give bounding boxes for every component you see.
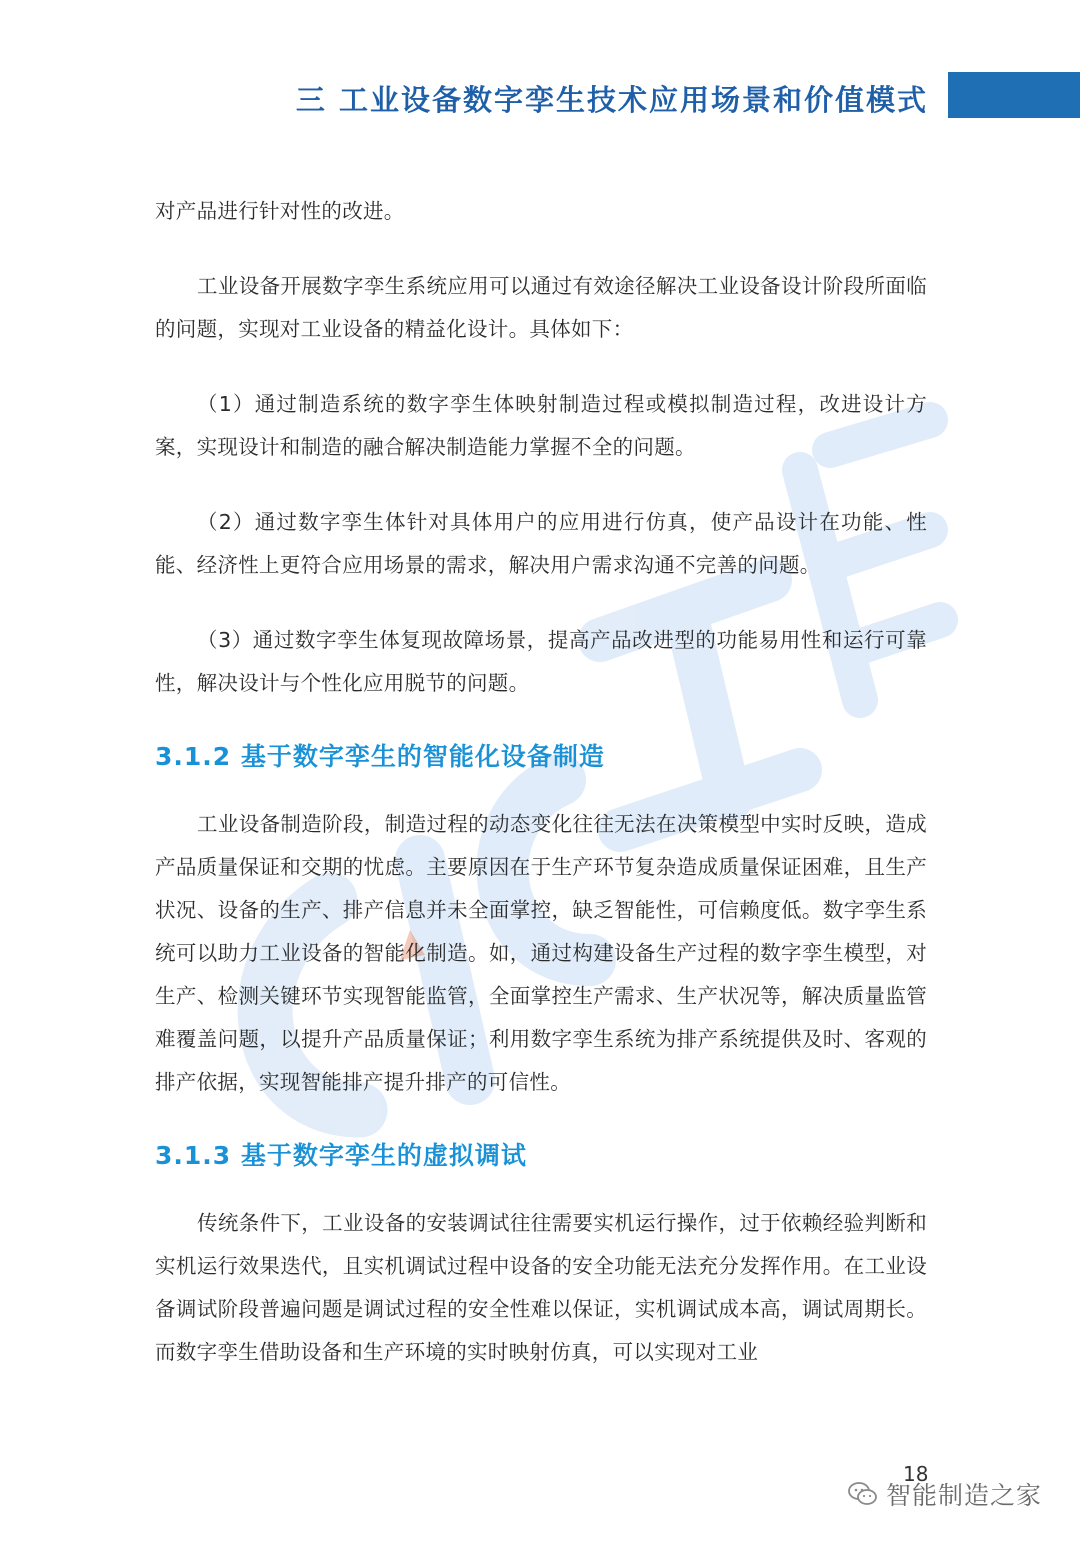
header-title: 三 工业设备数字孪生技术应用场景和价值模式	[295, 83, 928, 117]
list-item: （2）通过数字孪生体针对具体用户的应用进行仿真，使产品设计在功能、性能、经济性上更符合应用场景的需求，解决用户需求沟通不完善的问题。	[155, 510, 927, 577]
page-number: 18	[903, 1462, 929, 1486]
wechat-account-name: 智能制造之家	[886, 1481, 1043, 1510]
page-content	[155, 190, 927, 1374]
section-heading: 3.1.2 基于数字孪生的智能化设备制造	[155, 742, 605, 771]
header-accent-bar	[948, 72, 1080, 118]
paragraph: 对产品进行针对性的改进。	[155, 199, 405, 223]
wechat-account-badge	[848, 1476, 1042, 1512]
wechat-icon	[848, 1481, 878, 1507]
paragraph: 工业设备开展数字孪生系统应用可以通过有效途径解决工业设备设计阶段所面临的问题，实现对工业设备的精益化设计。具体如下：	[155, 274, 927, 341]
list-item: （3）通过数字孪生体复现故障场景，提高产品改进型的功能易用性和运行可靠性，解决设计与个性化应用脱节的问题。	[155, 628, 927, 695]
paragraph: 工业设备制造阶段，制造过程的动态变化往往无法在决策模型中实时反映，造成产品质量保证和交期的忧虑。主要原因在于生产环节复杂造成质量保证困难，且生产状况、设备的生产、排产信息并未全面掌控，缺乏智能性，可信赖度低。数字孪生系统可以助力工业设备的智能化制造。如，通过构建设备生产过程的数字孪生模型，对生产、检测关键环节实现智能监管，全面掌控生产需求、生产状况等，解决质量监管难覆盖问题，以提升产品质量保证；利用数字孪生系统为排产系统提供及时、客观的排产依据，实现智能排产提升排产的可信性。	[155, 812, 927, 1094]
paragraph: 传统条件下，工业设备的安装调试往往需要实机运行操作，过于依赖经验判断和实机运行效果迭代，且实机调试过程中设备的安全功能无法充分发挥作用。在工业设备调试阶段普遍问题是调试过程的安全性难以保证，实机调试成本高，调试周期长。而数字孪生借助设备和生产环境的实时映射仿真，可以实现对工业	[155, 1211, 927, 1364]
section-heading: 3.1.3 基于数字孪生的虚拟调试	[155, 1141, 527, 1170]
list-item: （1）通过制造系统的数字孪生体映射制造过程或模拟制造过程，改进设计方案，实现设计和制造的融合解决制造能力掌握不全的问题。	[155, 392, 927, 459]
